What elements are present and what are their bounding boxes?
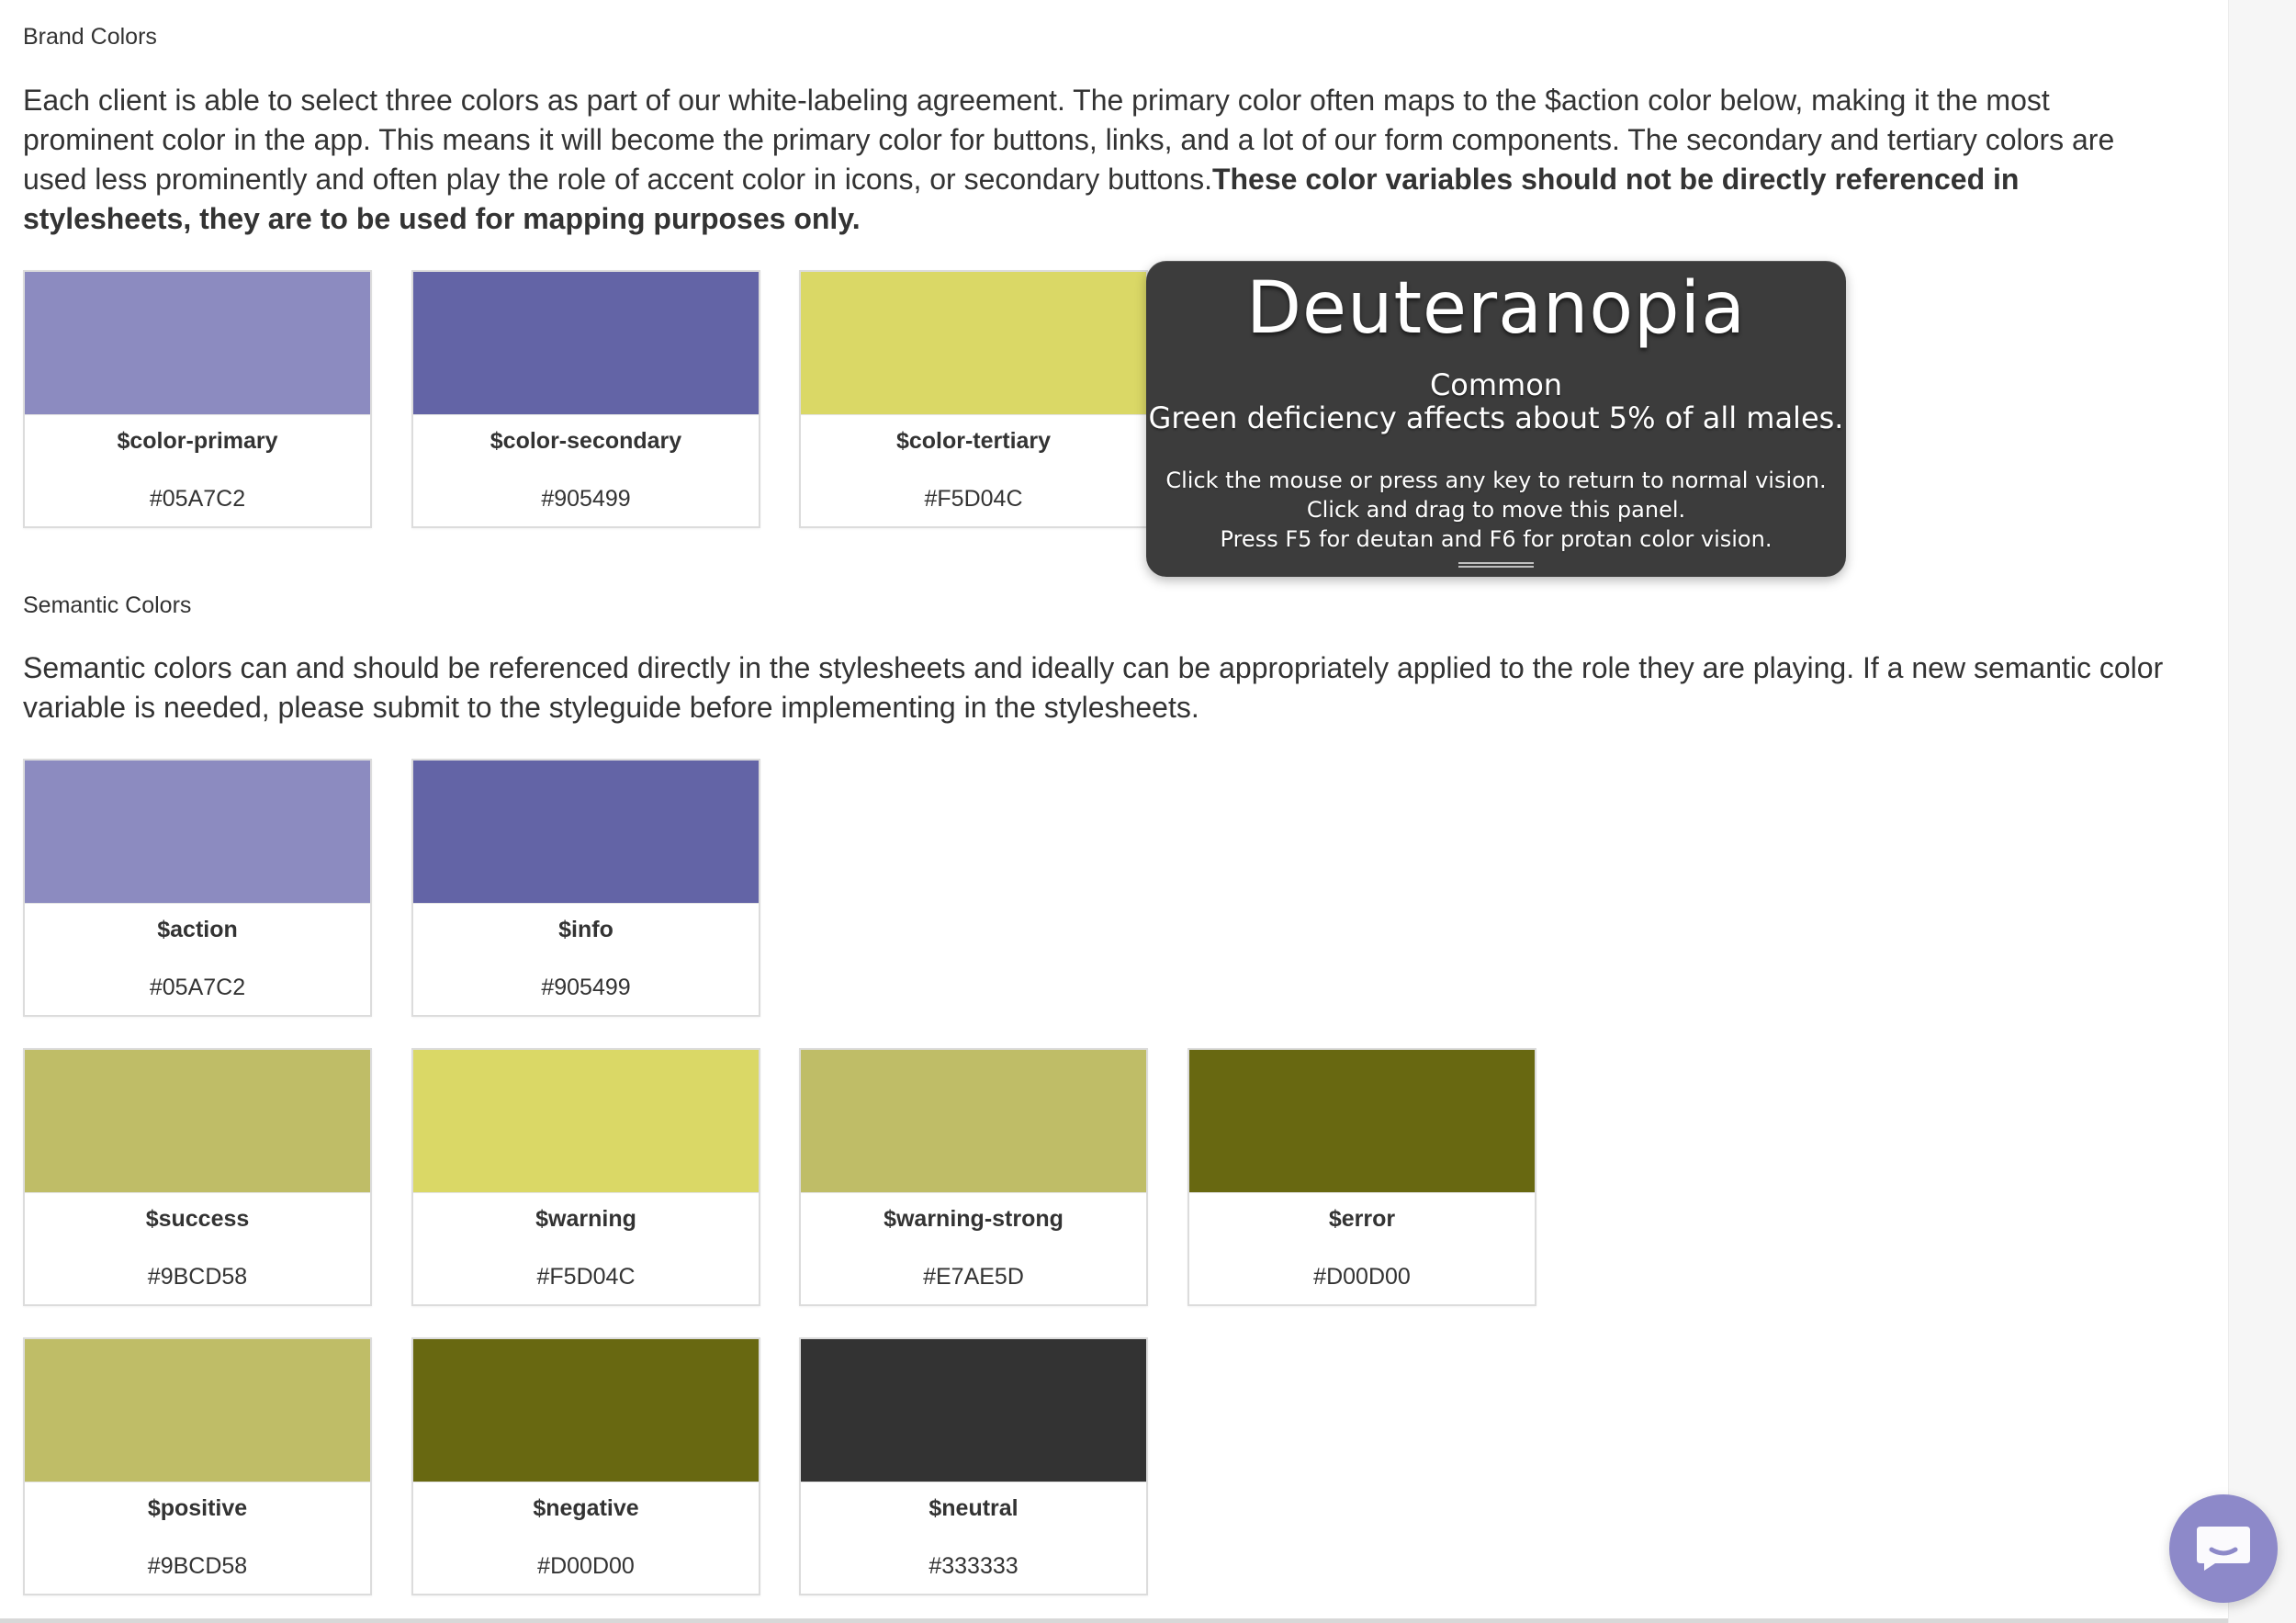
swatch-color-tertiary — [799, 270, 1148, 528]
swatch-hex: #D00D00 — [1313, 1264, 1411, 1290]
swatch-hex: #E7AE5D — [923, 1264, 1024, 1290]
swatch-color-preview — [801, 1050, 1146, 1193]
swatch-hex: #905499 — [541, 975, 631, 1000]
swatch-name: $warning-strong — [884, 1206, 1064, 1232]
deuteranopia-key-instruction: Press F5 for deutan and F6 for protan color vision. — [1220, 526, 1773, 552]
swatch-name: $negative — [533, 1495, 639, 1521]
deuteranopia-panel-title: Deuteranopia — [1245, 267, 1747, 350]
swatch-color-preview — [801, 272, 1146, 415]
swatch-name: $action — [157, 917, 238, 942]
brand-colors-description-text: Each client is able to select three colors as part of our white-labeling agreement. The primary color often maps to the $action color below, making it the most prominent color in the app. This means it will become the primary color for buttons, links, and a lot of our form components. The secondary and tertiary colors are used less prominently and often play the role of accent color in icons, or secondary buttons. — [23, 84, 2115, 196]
chat-icon — [2195, 1523, 2252, 1574]
swatch-color-preview — [25, 1050, 370, 1193]
swatch-color-preview — [413, 761, 759, 904]
swatch-hex: #05A7C2 — [149, 975, 246, 1000]
swatch-name: $error — [1328, 1206, 1396, 1232]
swatch-success — [23, 1048, 372, 1306]
swatch-color-preview — [413, 1339, 759, 1482]
swatch-negative — [411, 1337, 760, 1595]
semantic-colors-heading: Semantic Colors — [23, 592, 192, 618]
swatch-hex: #9BCD58 — [147, 1264, 248, 1290]
swatch-color-secondary — [411, 270, 760, 528]
drag-handle-icon[interactable] — [1458, 562, 1534, 569]
swatch-color-preview — [25, 761, 370, 904]
swatch-hex: #333333 — [929, 1553, 1019, 1579]
brand-colors-heading: Brand Colors — [23, 24, 157, 50]
swatch-color-preview — [25, 1339, 370, 1482]
deuteranopia-simulation-panel[interactable] — [1146, 261, 1846, 577]
swatch-color-preview — [1189, 1050, 1535, 1193]
swatch-name: $info — [558, 917, 613, 942]
swatch-hex: #F5D04C — [924, 486, 1023, 512]
swatch-color-preview — [801, 1339, 1146, 1482]
swatch-hex: #9BCD58 — [147, 1553, 248, 1579]
swatch-info — [411, 759, 760, 1017]
swatch-hex: #D00D00 — [537, 1553, 635, 1579]
chat-launcher-button[interactable] — [2169, 1494, 2278, 1603]
swatch-neutral — [799, 1337, 1148, 1595]
brand-colors-description — [23, 81, 2181, 239]
swatch-name: $positive — [147, 1495, 248, 1521]
page-bottom-divider — [0, 1618, 2228, 1623]
swatch-error — [1187, 1048, 1536, 1306]
swatch-name: $color-secondary — [490, 428, 682, 454]
deuteranopia-panel-subtitle: Common — [1429, 367, 1563, 402]
swatch-warning — [411, 1048, 760, 1306]
swatch-action — [23, 759, 372, 1017]
swatch-warning-strong — [799, 1048, 1148, 1306]
vertical-scrollbar-track[interactable] — [2228, 0, 2296, 1623]
swatch-name: $warning — [535, 1206, 636, 1232]
brand-colors-mapping-note: These color variables should not be directly referenced in stylesheets, they are to be used for mapping purposes only. — [23, 163, 2020, 235]
semantic-colors-description: Semantic colors can and should be referenced directly in the stylesheets and ideally can be appropriately applied to the role they are playing. If a new semantic color variable is needed, please submit to the styleguide before implementing in the stylesheets. — [23, 651, 2164, 724]
swatch-color-preview — [413, 272, 759, 415]
swatch-name: $color-tertiary — [895, 428, 1052, 454]
deuteranopia-panel-description: Green deficiency affects about 5% of all males. — [1148, 400, 1844, 435]
deuteranopia-drag-instruction: Click and drag to move this panel. — [1306, 497, 1686, 523]
swatch-positive — [23, 1337, 372, 1595]
swatch-color-primary — [23, 270, 372, 528]
swatch-hex: #05A7C2 — [149, 486, 246, 512]
swatch-color-preview — [413, 1050, 759, 1193]
deuteranopia-return-instruction: Click the mouse or press any key to return to normal vision. — [1165, 468, 1827, 493]
swatch-hex: #905499 — [541, 486, 631, 512]
swatch-color-preview — [25, 272, 370, 415]
swatch-name: $success — [145, 1206, 250, 1232]
swatch-name: $neutral — [929, 1495, 1019, 1521]
swatch-hex: #F5D04C — [536, 1264, 636, 1290]
swatch-name: $color-primary — [117, 428, 278, 454]
